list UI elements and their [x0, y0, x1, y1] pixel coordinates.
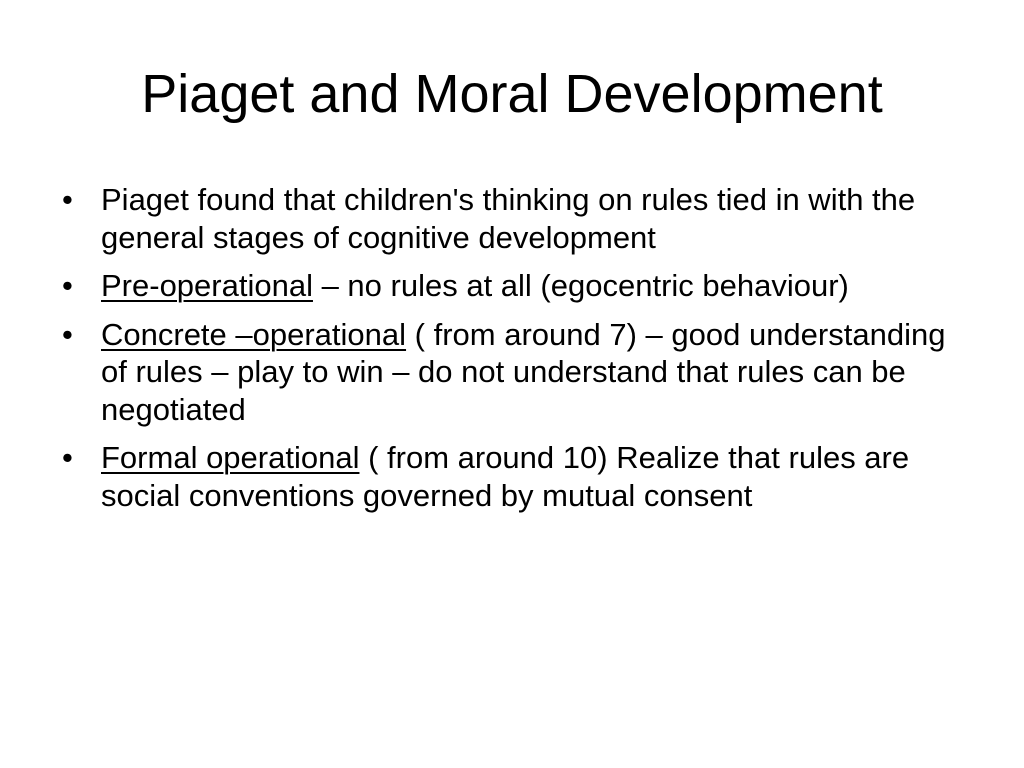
bullet-term: Pre-operational — [101, 268, 313, 303]
bullet-item — [62, 316, 972, 429]
slide-title: Piaget and Moral Development — [141, 64, 883, 124]
bullet-glyph: • — [62, 182, 73, 217]
bullet-item — [62, 439, 972, 514]
bullet-text: ( from around 10) Realize that rules are social conventions governed by mutual consent — [101, 440, 910, 513]
bullet-glyph: • — [62, 440, 73, 475]
bullet-glyph: • — [62, 268, 73, 303]
bullet-text: ( from around 7) – good understanding of rules – play to win – do not understand that rules can be negotiated — [101, 316, 946, 427]
bullet-text: – no rules at all (egocentric behaviour) — [312, 268, 849, 303]
bullet-term: Concrete –operational — [101, 316, 407, 352]
bullet-item — [62, 267, 972, 305]
bullet-text: Piaget found that children's thinking on rules tied in with the general stages of cognitive development — [101, 182, 916, 255]
bullet-list — [62, 181, 972, 525]
bullet-item — [62, 181, 972, 256]
bullet-glyph: • — [62, 316, 73, 352]
bullet-term: Formal operational — [101, 440, 360, 475]
